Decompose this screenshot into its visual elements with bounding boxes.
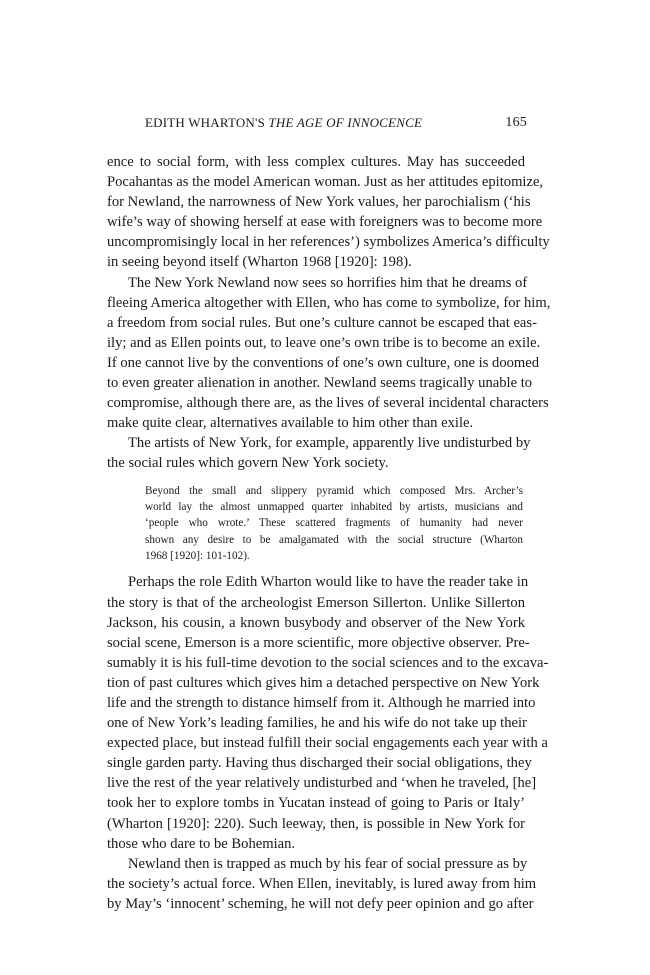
text-line: (Wharton [1920]: 220). Such leeway, then, is possible in New York for (107, 815, 525, 832)
text-line: single garden party. Having thus discharged their social obligations, they (107, 755, 532, 772)
text-line: took her to explore tombs in Yucatan instead of going to Paris or Italy’ (107, 795, 525, 812)
running-title-book: THE AGE OF INNOCENCE (268, 115, 423, 130)
text-line: Pocahantas as the model American woman. Just as her attitudes epitomize, (107, 174, 544, 191)
text-line: Newland then is trapped as much by his fear of social pressure as by (128, 855, 528, 872)
paragraph (107, 273, 551, 434)
running-title-prefix: EDITH WHARTON'S (145, 115, 269, 130)
paragraphs-after-quote (107, 572, 549, 914)
text-line: social scene, Emerson is a more scientific, more objective observer. Pre- (107, 634, 530, 651)
text-line: the society’s actual force. When Ellen, inevitably, is lured away from him (107, 875, 537, 892)
text-line: live the rest of the year relatively undisturbed and ‘when he traveled, [he] (107, 775, 537, 792)
quote-line: world lay the almost unmapped quarter inhabited by artists, musicians and (145, 500, 523, 513)
text-line: by May’s ‘innocent’ scheming, he will not defy peer opinion and go after (107, 895, 534, 912)
text-line: expected place, but instead fulfill their social engagements each year with a (107, 735, 548, 752)
text-line: ence to social form, with less complex cultures. May has succeeded (107, 154, 525, 170)
text-line: make quite clear, alternatives available to him other than exile. (107, 415, 474, 432)
text-line: Jackson, his cousin, a known busybody and observer of the New York (107, 614, 525, 631)
text-line: a freedom from social rules. But one’s culture cannot be escaped that eas- (107, 314, 537, 331)
paragraph (107, 433, 531, 473)
text-line: in seeing beyond itself (Wharton 1968 [1920]: 198). (107, 254, 412, 271)
text-line: ily; and as Ellen points out, to leave one’s own tribe is to become an exile. (107, 334, 541, 351)
text-line: The artists of New York, for example, apparently live undisturbed by (128, 435, 531, 452)
page-number: 165 (505, 115, 527, 130)
text-line: the story is that of the archeologist Emerson Sillerton. Unlike Sillerton (107, 594, 525, 611)
text-line: those who dare to be Bohemian. (107, 835, 296, 852)
text-line: The New York Newland now sees so horrifies him that he dreams of (128, 274, 528, 291)
quote-line: 1968 [1920]: 101-102). (145, 550, 250, 563)
text-line: fleeing America altogether with Ellen, who has come to symbolize, for him, (107, 294, 551, 311)
text-line: If one cannot live by the conventions of one’s own culture, one is doomed (107, 354, 540, 371)
text-line: Perhaps the role Edith Wharton would like to have the reader take in (128, 574, 529, 591)
text-line: uncompromisingly local in her references’) symbolizes America’s difficulty (107, 234, 550, 251)
quote-line: shown any desire to be amalgamated with the social structure (Wharton (145, 533, 523, 546)
page-body (107, 152, 551, 914)
running-header (145, 115, 525, 135)
text-line: to even greater alienation in another. Newland seems tragically unable to (107, 375, 533, 392)
text-line: sumably it is his full-time devotion to the social sciences and to the excava- (107, 654, 549, 671)
block-quote (107, 483, 525, 565)
paragraph (107, 152, 550, 273)
quote-line: Beyond the small and slippery pyramid which composed Mrs. Archer’s (145, 484, 523, 497)
quote-line: ‘people who wrote.’ These scattered fragments of humanity had never (145, 517, 523, 530)
text-line: wife’s way of showing herself at ease with foreigners was to become more (107, 214, 543, 231)
text-line: tion of past cultures which gives him a detached perspective on New York (107, 674, 540, 691)
text-line: for Newland, the narrowness of New York values, her parochialism (‘his (107, 194, 531, 211)
text-line: compromise, although there are, as the lives of several incidental characters (107, 395, 549, 412)
paragraphs-before-quote (107, 152, 551, 474)
paragraph (107, 572, 549, 853)
text-line: one of New York’s leading families, he and his wife do not take up their (107, 715, 527, 732)
text-line: life and the strength to distance himself from it. Although he married into (107, 695, 536, 712)
text-line: the social rules which govern New York society. (107, 455, 389, 472)
running-title (145, 115, 422, 131)
paragraph (107, 854, 537, 914)
